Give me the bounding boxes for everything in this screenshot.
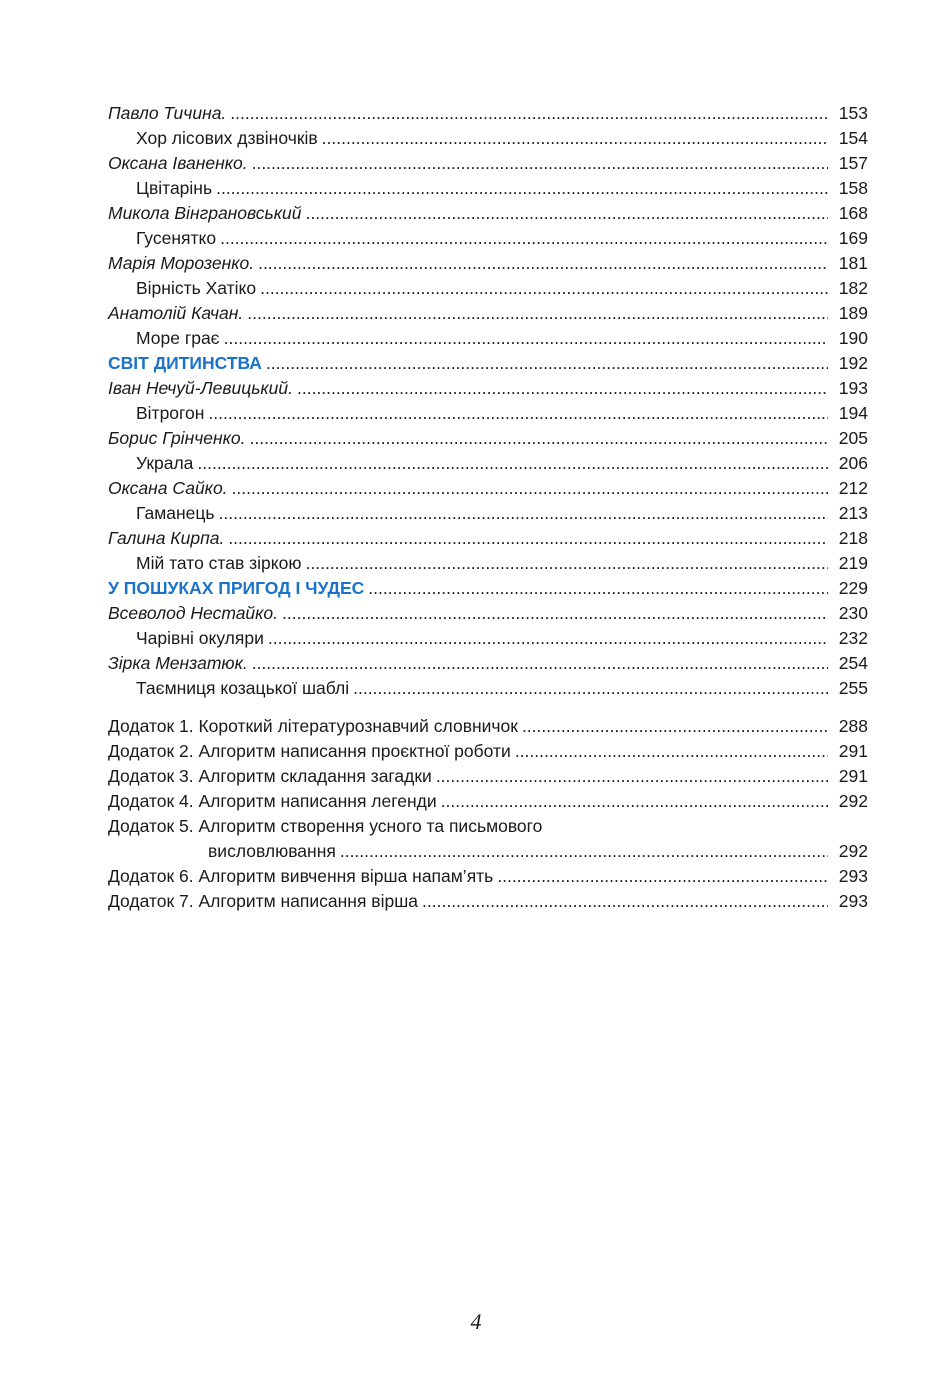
toc-entry-page: 153 [838, 103, 868, 123]
dot-leader [216, 176, 828, 201]
dot-leader [230, 101, 828, 126]
toc-entry-title: Додаток 2. Алгоритм написання проєктної роботи [108, 741, 511, 761]
toc-entry-title: Гаманець [136, 503, 215, 523]
toc-entry-title: Павло Тичина. [108, 103, 227, 123]
toc-work-entry[interactable] [108, 626, 868, 651]
toc-work-entry[interactable] [108, 501, 868, 526]
toc-entry-page: 288 [838, 716, 868, 736]
dot-leader [258, 251, 828, 276]
toc-entry-title: Оксана Іваненко. [108, 153, 248, 173]
toc-entry-page: 192 [838, 353, 868, 373]
toc-author-entry[interactable] [108, 301, 868, 326]
dot-leader [368, 576, 828, 601]
dot-leader [252, 151, 828, 176]
toc-entry-page: 291 [838, 741, 868, 761]
toc-entry-title: Микола Вінграновський [108, 203, 302, 223]
toc-author-entry[interactable] [108, 151, 868, 176]
toc-entry-title: Додаток 4. Алгоритм написання легенди [108, 791, 437, 811]
dot-leader [208, 401, 828, 426]
toc-appendix-entry[interactable] [108, 814, 868, 839]
toc-entry-title: Вітрогон [136, 403, 205, 423]
toc-entry-page: 206 [838, 453, 868, 473]
toc-entry-title: СВІТ ДИТИНСТВА [108, 353, 262, 373]
toc-entry-page: 157 [838, 153, 868, 173]
dot-leader [322, 126, 828, 151]
toc-entry-title: Іван Нечуй-Левицький. [108, 378, 293, 398]
toc-author-entry[interactable] [108, 101, 868, 126]
dot-leader [497, 864, 828, 889]
toc-entry-page: 193 [838, 378, 868, 398]
toc-entry-page: 181 [838, 253, 868, 273]
toc-entry-page: 229 [838, 578, 868, 598]
toc-appendix-entry[interactable] [108, 764, 868, 789]
toc-entry-page: 291 [838, 766, 868, 786]
dot-leader [247, 301, 828, 326]
dot-leader [340, 839, 828, 864]
toc-work-entry[interactable] [108, 401, 868, 426]
dot-leader [219, 501, 828, 526]
toc-entry-page: 213 [838, 503, 868, 523]
table-of-contents [108, 101, 868, 914]
toc-appendix-entry[interactable] [108, 864, 868, 889]
dot-leader [220, 226, 828, 251]
toc-appendix-entry[interactable] [108, 789, 868, 814]
toc-entry-page: 189 [838, 303, 868, 323]
toc-entry-title: Хор лісових дзвіночків [136, 128, 318, 148]
toc-entry-title: Таємниця козацької шаблі [136, 678, 350, 698]
toc-entry-title: Украла [136, 453, 194, 473]
toc-entry-page: 218 [838, 528, 868, 548]
toc-entry-title: Оксана Сайко. [108, 478, 228, 498]
toc-entry-page: 254 [838, 653, 868, 673]
dot-leader [224, 326, 828, 351]
toc-work-entry[interactable] [108, 176, 868, 201]
toc-entry-page: 194 [838, 403, 868, 423]
toc-entry-title: Додаток 5. Алгоритм створення усного та письмового [108, 816, 543, 836]
dot-leader [197, 451, 828, 476]
toc-entry-title: Гусенятко [136, 228, 217, 248]
toc-entry-page: 158 [838, 178, 868, 198]
toc-entry-page: 205 [838, 428, 868, 448]
toc-appendix-entry[interactable] [108, 889, 868, 914]
spacer [108, 701, 868, 714]
toc-entry-page: 190 [838, 328, 868, 348]
toc-entry-title: Галина Кирпа. [108, 528, 225, 548]
dot-leader [260, 276, 828, 301]
toc-work-entry[interactable] [108, 276, 868, 301]
dot-leader [441, 789, 828, 814]
toc-entry-title: висловлювання [208, 841, 336, 861]
toc-entry-page: 169 [838, 228, 868, 248]
toc-appendix-continuation[interactable] [108, 839, 868, 864]
toc-author-entry[interactable] [108, 526, 868, 551]
toc-entry-title: У ПОШУКАХ ПРИГОД І ЧУДЕС [108, 578, 365, 598]
toc-entry-page: 293 [838, 891, 868, 911]
toc-appendix-entry[interactable] [108, 739, 868, 764]
page-number: 4 [470, 1309, 482, 1334]
toc-entry-title: Додаток 7. Алгоритм написання вірша [108, 891, 419, 911]
toc-entry-title: Борис Грінченко. [108, 428, 246, 448]
dot-leader [282, 601, 828, 626]
toc-entry-title: Мій тато став зіркою [136, 553, 302, 573]
toc-author-entry[interactable] [108, 376, 868, 401]
toc-author-entry[interactable] [108, 201, 868, 226]
toc-entry-page: 212 [838, 478, 868, 498]
dot-leader [422, 889, 828, 914]
toc-entry-title: Всеволод Нестайко. [108, 603, 279, 623]
toc-entry-title: Марія Морозенко. [108, 253, 255, 273]
toc-author-entry[interactable] [108, 601, 868, 626]
toc-entry-title: Анатолій Качан. [108, 303, 244, 323]
toc-work-entry[interactable] [108, 676, 868, 701]
toc-appendix-entry[interactable] [108, 714, 868, 739]
toc-section-heading[interactable] [108, 576, 868, 601]
dot-leader [297, 376, 828, 401]
dot-leader [515, 739, 828, 764]
toc-entry-title: Море грає [136, 328, 220, 348]
dot-leader [353, 676, 828, 701]
toc-work-entry[interactable] [108, 326, 868, 351]
dot-leader [249, 426, 828, 451]
toc-author-entry[interactable] [108, 651, 868, 676]
toc-work-entry[interactable] [108, 551, 868, 576]
toc-entry-title: Чарівні окуляри [136, 628, 264, 648]
dot-leader [305, 201, 828, 226]
toc-author-entry[interactable] [108, 476, 868, 501]
dot-leader [252, 651, 828, 676]
toc-entry-title: Додаток 3. Алгоритм складання загадки [108, 766, 432, 786]
dot-leader [436, 764, 828, 789]
toc-entry-page: 232 [838, 628, 868, 648]
toc-entry-page: 154 [838, 128, 868, 148]
toc-entry-page: 182 [838, 278, 868, 298]
toc-entry-page: 292 [838, 841, 868, 861]
toc-section-heading[interactable] [108, 351, 868, 376]
dot-leader [522, 714, 828, 739]
toc-entry-title: Зірка Мензатюк. [108, 653, 248, 673]
toc-entry-title: Цвітарінь [136, 178, 213, 198]
dot-leader [266, 351, 828, 376]
toc-work-entry[interactable] [108, 451, 868, 476]
toc-author-entry[interactable] [108, 251, 868, 276]
toc-entry-page: 168 [838, 203, 868, 223]
toc-entry-title: Додаток 1. Короткий літературознавчий словничок [108, 716, 518, 736]
toc-work-entry[interactable] [108, 226, 868, 251]
toc-entry-page: 293 [838, 866, 868, 886]
toc-entry-page: 255 [838, 678, 868, 698]
dot-leader [268, 626, 828, 651]
toc-entry-page: 219 [838, 553, 868, 573]
dot-leader [228, 526, 828, 551]
toc-entry-title: Вірність Хатіко [136, 278, 257, 298]
dot-leader [232, 476, 828, 501]
toc-author-entry[interactable] [108, 426, 868, 451]
toc-work-entry[interactable] [108, 126, 868, 151]
toc-entry-page: 230 [838, 603, 868, 623]
toc-entry-page: 292 [838, 791, 868, 811]
dot-leader [306, 551, 829, 576]
toc-entry-title: Додаток 6. Алгоритм вивчення вірша напам’ять [108, 866, 494, 886]
